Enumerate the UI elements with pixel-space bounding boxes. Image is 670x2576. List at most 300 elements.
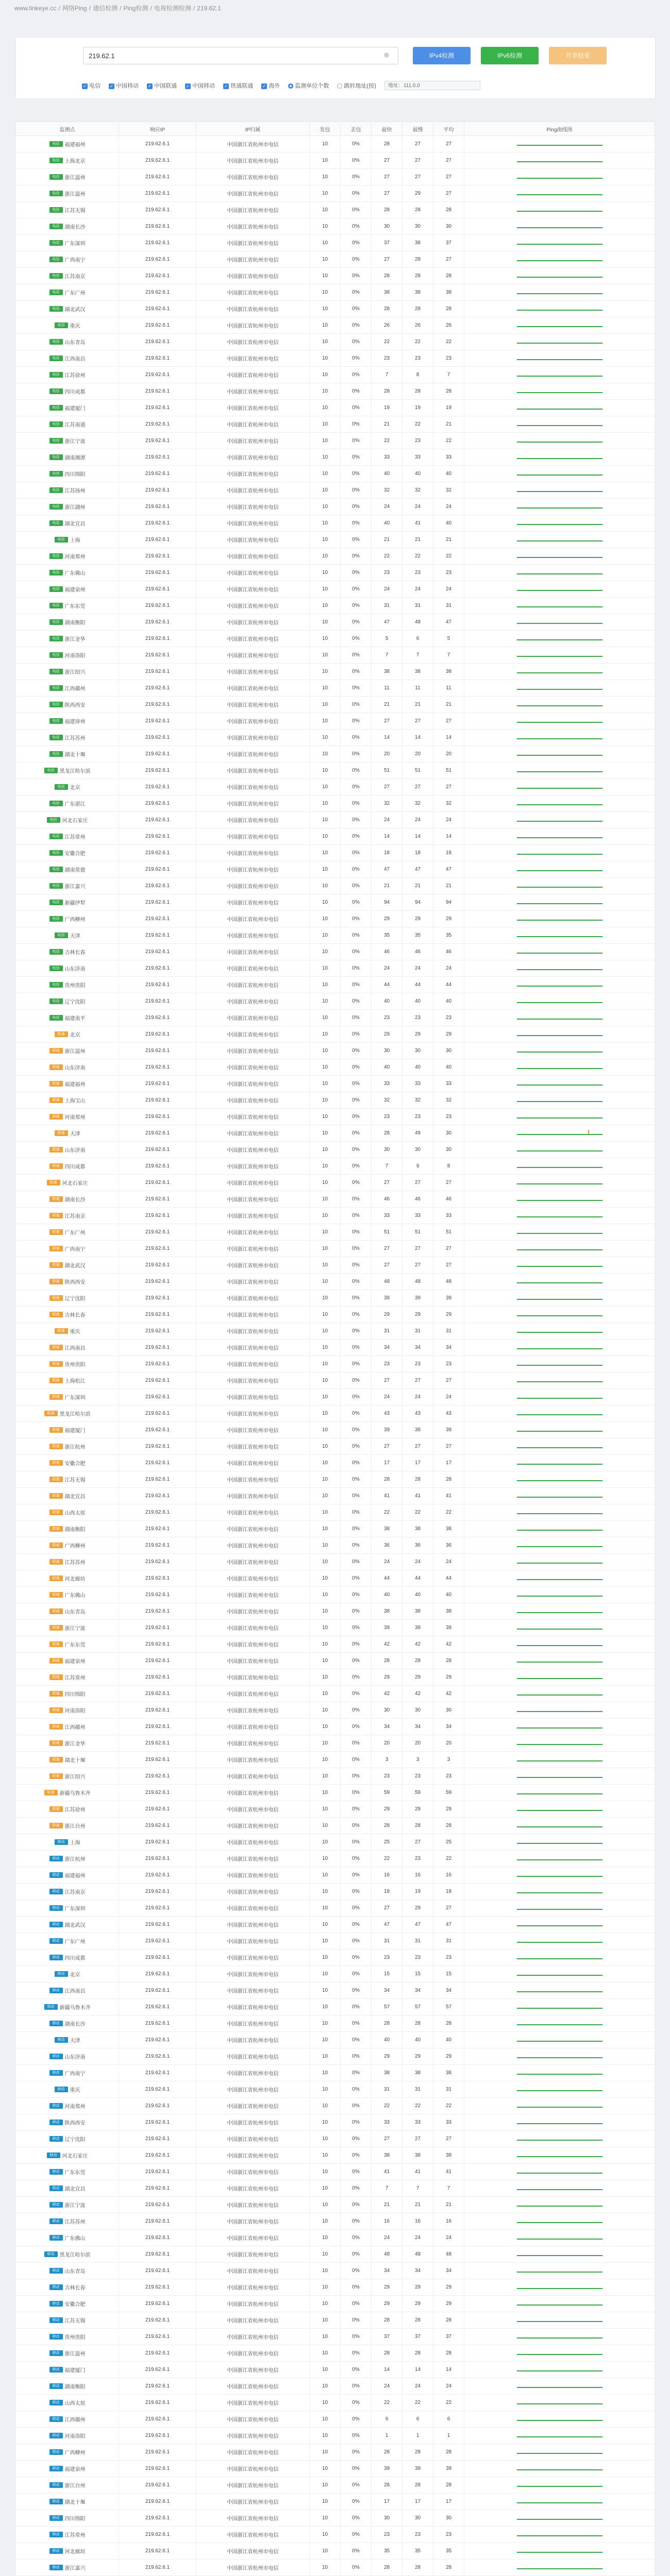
cell-max: 21 xyxy=(403,878,433,894)
cell-avg: 27 xyxy=(433,169,464,185)
cell-chart xyxy=(464,2164,655,2180)
location-name: 山西太原 xyxy=(64,2401,86,2406)
cell-ip[interactable]: 219.62.6.1 xyxy=(119,532,196,548)
location-name: 浙江嘉兴 xyxy=(64,2566,86,2571)
cell-ip[interactable]: 219.62.6.1 xyxy=(119,1620,196,1636)
cell-ip[interactable]: 219.62.6.1 xyxy=(119,1982,196,1999)
ping-sparkline xyxy=(516,1722,604,1732)
cell-ip[interactable]: 219.62.6.1 xyxy=(119,548,196,565)
cell-sent: 10 xyxy=(310,350,341,367)
isp-tag: 移动 xyxy=(49,2235,63,2241)
cell-ip[interactable]: 219.62.6.1 xyxy=(119,2329,196,2345)
cell-min: 23 xyxy=(372,1950,403,1966)
cell-loss: 0% xyxy=(341,1521,372,1537)
isp-tag: 联通 xyxy=(49,1641,63,1647)
cell-sent: 10 xyxy=(310,1653,341,1669)
cell-ip[interactable]: 219.62.6.1 xyxy=(119,1059,196,1076)
cell-ip[interactable]: 219.62.6.1 xyxy=(119,367,196,383)
cell-ip[interactable]: 219.62.6.1 xyxy=(119,1702,196,1719)
ping-sparkline xyxy=(516,1277,604,1287)
cell-location xyxy=(16,2378,119,2395)
cell-ip[interactable]: 219.62.6.1 xyxy=(119,2015,196,2032)
cell-ip[interactable]: 219.62.6.1 xyxy=(119,2494,196,2510)
cell-min: 29 xyxy=(372,2048,403,2065)
cell-ip[interactable]: 219.62.6.1 xyxy=(119,2032,196,2048)
cell-ip[interactable]: 219.62.6.1 xyxy=(119,284,196,301)
isp-tag: 移动 xyxy=(49,2284,63,2290)
cell-ip[interactable]: 219.62.6.1 xyxy=(119,1884,196,1900)
cell-loss: 0% xyxy=(341,2362,372,2378)
cell-ip[interactable]: 219.62.6.1 xyxy=(119,779,196,795)
cell-ip[interactable]: 219.62.6.1 xyxy=(119,1933,196,1950)
cell-min: 38 xyxy=(372,284,403,301)
cell-ip[interactable]: 219.62.6.1 xyxy=(119,2065,196,2081)
multi-button[interactable]: IPv6检测 xyxy=(481,47,539,64)
location-name: 新疆伊犁 xyxy=(64,901,86,906)
cell-ip[interactable]: 219.62.6.1 xyxy=(119,152,196,169)
location-name: 浙江湖州 xyxy=(64,505,86,511)
cell-sent: 10 xyxy=(310,1933,341,1950)
cell-ip[interactable]: 219.62.6.1 xyxy=(119,383,196,400)
cell-ip[interactable]: 219.62.6.1 xyxy=(119,2197,196,2213)
cell-ip[interactable]: 219.62.6.1 xyxy=(119,2230,196,2246)
more-button[interactable]: 共享结果 xyxy=(549,47,607,64)
breadcrumb xyxy=(0,0,670,16)
cell-ip[interactable]: 219.62.6.1 xyxy=(119,1158,196,1175)
location-name: 四川成都 xyxy=(64,1164,86,1170)
cell-ip[interactable]: 219.62.6.1 xyxy=(119,911,196,927)
cell-avg: 33 xyxy=(433,2114,464,2131)
breadcrumb-item[interactable]: 219.62.1 xyxy=(197,5,221,12)
cell-loss: 0% xyxy=(341,795,372,812)
cell-ip[interactable]: 219.62.6.1 xyxy=(119,1208,196,1224)
cell-ip[interactable]: 219.62.6.1 xyxy=(119,1801,196,1818)
cell-ip[interactable]: 219.62.6.1 xyxy=(119,136,196,152)
cell-ip[interactable]: 219.62.6.1 xyxy=(119,2543,196,2560)
cell-location xyxy=(16,1175,119,1191)
cell-ip[interactable]: 219.62.6.1 xyxy=(119,1340,196,1356)
cell-ip[interactable]: 219.62.6.1 xyxy=(119,730,196,746)
cell-ip[interactable]: 219.62.6.1 xyxy=(119,1224,196,1241)
cell-ip[interactable]: 219.62.6.1 xyxy=(119,1504,196,1521)
ping-sparkline xyxy=(516,1326,604,1336)
table-row xyxy=(16,2494,655,2510)
cell-ip[interactable]: 219.62.6.1 xyxy=(119,169,196,185)
cell-ip[interactable]: 219.62.6.1 xyxy=(119,1570,196,1587)
table-row xyxy=(16,350,655,367)
ping-sparkline xyxy=(516,782,604,792)
cell-min: 24 xyxy=(372,1554,403,1570)
cell-ip[interactable]: 219.62.6.1 xyxy=(119,1307,196,1323)
cell-location xyxy=(16,960,119,977)
cell-max: 33 xyxy=(403,2114,433,2131)
cell-location xyxy=(16,334,119,350)
cell-ip[interactable]: 219.62.6.1 xyxy=(119,1405,196,1422)
cell-sent: 10 xyxy=(310,1372,341,1389)
cell-chart xyxy=(464,466,655,482)
cell-ip[interactable]: 219.62.6.1 xyxy=(119,2378,196,2395)
cell-ip[interactable]: 219.62.6.1 xyxy=(119,466,196,482)
cell-min: 40 xyxy=(372,466,403,482)
cell-loss: 0% xyxy=(341,1537,372,1554)
cell-ip[interactable]: 219.62.6.1 xyxy=(119,1455,196,1471)
cell-avg: 34 xyxy=(433,2263,464,2279)
cell-loss: 0% xyxy=(341,317,372,334)
cell-location xyxy=(16,1224,119,1241)
cell-ip[interactable]: 219.62.6.1 xyxy=(119,235,196,251)
cell-chart xyxy=(464,795,655,812)
isp-tag: 电信 xyxy=(49,702,63,707)
cell-loss: 0% xyxy=(341,1307,372,1323)
cell-ip[interactable]: 219.62.6.1 xyxy=(119,1422,196,1438)
cell-ip[interactable]: 219.62.6.1 xyxy=(119,1274,196,1290)
cell-ip[interactable]: 219.62.6.1 xyxy=(119,1241,196,1257)
cell-ip[interactable]: 219.62.6.1 xyxy=(119,993,196,1010)
cell-ip[interactable]: 219.62.6.1 xyxy=(119,1950,196,1966)
cell-chart xyxy=(464,1818,655,1834)
cell-avg: 40 xyxy=(433,993,464,1010)
cell-ip[interactable]: 219.62.6.1 xyxy=(119,416,196,433)
cell-chart xyxy=(464,515,655,532)
cell-ip[interactable]: 219.62.6.1 xyxy=(119,2098,196,2114)
cell-ip[interactable]: 219.62.6.1 xyxy=(119,2395,196,2411)
clear-icon[interactable]: ⊗ xyxy=(383,51,390,59)
cell-avg: 28 xyxy=(433,2560,464,2576)
cell-ip[interactable]: 219.62.6.1 xyxy=(119,1537,196,1554)
cell-max: 29 xyxy=(403,911,433,927)
cell-ip[interactable]: 219.62.6.1 xyxy=(119,1785,196,1801)
cell-avg: 30 xyxy=(433,218,464,235)
cell-location xyxy=(16,1010,119,1026)
cell-ip[interactable]: 219.62.6.1 xyxy=(119,1636,196,1653)
cell-location xyxy=(16,185,119,202)
breadcrumb-item[interactable]: Ping检测 xyxy=(123,5,148,12)
cell-avg: 34 xyxy=(433,1340,464,1356)
cell-ip[interactable]: 219.62.6.1 xyxy=(119,927,196,944)
cell-location xyxy=(16,1982,119,1999)
cell-location xyxy=(16,812,119,828)
cell-ip[interactable]: 219.62.6.1 xyxy=(119,2131,196,2147)
cell-ip[interactable]: 219.62.6.1 xyxy=(119,2461,196,2477)
breadcrumb-item[interactable]: 通信检测 xyxy=(93,5,118,12)
cell-ip[interactable]: 219.62.6.1 xyxy=(119,680,196,697)
cell-ip[interactable]: 219.62.6.1 xyxy=(119,2246,196,2263)
cell-ip[interactable]: 219.62.6.1 xyxy=(119,1966,196,1982)
cell-ip[interactable]: 219.62.6.1 xyxy=(119,960,196,977)
cell-ip[interactable]: 219.62.6.1 xyxy=(119,482,196,499)
breadcrumb-item[interactable]: www.linkeye.cc xyxy=(14,5,57,12)
radio-option[interactable]: 监测单位个数 xyxy=(288,81,329,90)
cell-ip[interactable]: 219.62.6.1 xyxy=(119,1323,196,1340)
cell-ip[interactable]: 219.62.6.1 xyxy=(119,1175,196,1191)
cell-location xyxy=(16,515,119,532)
cell-min: 27 xyxy=(372,1241,403,1257)
cell-chart xyxy=(464,334,655,350)
cell-ip[interactable]: 219.62.6.1 xyxy=(119,1900,196,1917)
cell-ip[interactable]: 219.62.6.1 xyxy=(119,2147,196,2164)
cell-min: 33 xyxy=(372,1208,403,1224)
cell-ip[interactable]: 219.62.6.1 xyxy=(119,762,196,779)
radio-option[interactable]: 跳转地址(按) xyxy=(337,81,376,90)
cell-ip[interactable]: 219.62.6.1 xyxy=(119,1603,196,1620)
cell-ip[interactable]: 219.62.6.1 xyxy=(119,268,196,284)
cell-ip[interactable]: 219.62.6.1 xyxy=(119,1719,196,1735)
cell-ip[interactable]: 219.62.6.1 xyxy=(119,515,196,532)
cell-avg: 27 xyxy=(433,1372,464,1389)
cell-ip[interactable]: 219.62.6.1 xyxy=(119,499,196,515)
ping-sparkline xyxy=(516,2497,604,2507)
cell-ip[interactable]: 219.62.6.1 xyxy=(119,1010,196,1026)
cell-ip[interactable]: 219.62.6.1 xyxy=(119,1768,196,1785)
cell-ip[interactable]: 219.62.6.1 xyxy=(119,581,196,598)
cell-ip[interactable]: 219.62.6.1 xyxy=(119,1356,196,1372)
cell-max: 48 xyxy=(403,1274,433,1290)
cell-loss: 0% xyxy=(341,1801,372,1818)
cell-owner: 中国浙江省杭州市电信 xyxy=(196,2444,310,2461)
ping-sparkline xyxy=(516,2530,604,2540)
ping-sparkline xyxy=(516,716,604,726)
option-checkbox[interactable]: ✓ 铁通联通 xyxy=(224,83,254,89)
cell-owner: 中国浙江省杭州市电信 xyxy=(196,1488,310,1504)
table-row xyxy=(16,1455,655,1471)
cell-ip[interactable]: 219.62.6.1 xyxy=(119,1752,196,1768)
search-input[interactable] xyxy=(83,47,398,64)
cell-loss: 0% xyxy=(341,1917,372,1933)
cell-owner: 中国浙江省杭州市电信 xyxy=(196,301,310,317)
cell-owner: 中国浙江省杭州市电信 xyxy=(196,2032,310,2048)
table-row xyxy=(16,1257,655,1274)
location-name: 河北廊坊 xyxy=(64,1577,86,1582)
table-row xyxy=(16,400,655,416)
cell-ip[interactable]: 219.62.6.1 xyxy=(119,1669,196,1686)
cell-ip[interactable]: 219.62.6.1 xyxy=(119,598,196,614)
cell-ip[interactable]: 219.62.6.1 xyxy=(119,2345,196,2362)
cell-ip[interactable]: 219.62.6.1 xyxy=(119,2444,196,2461)
cell-owner: 中国浙江省杭州市电信 xyxy=(196,1570,310,1587)
cell-ip[interactable]: 219.62.6.1 xyxy=(119,845,196,861)
cell-ip[interactable]: 219.62.6.1 xyxy=(119,449,196,466)
ping-button[interactable]: IPv4检测 xyxy=(413,47,471,64)
cell-ip[interactable]: 219.62.6.1 xyxy=(119,1471,196,1488)
cell-loss: 0% xyxy=(341,2494,372,2510)
table-row xyxy=(16,1719,655,1735)
cell-ip[interactable]: 219.62.6.1 xyxy=(119,1521,196,1537)
cell-ip[interactable]: 219.62.6.1 xyxy=(119,828,196,845)
cell-chart xyxy=(464,894,655,911)
isp-tag: 移动 xyxy=(49,2301,63,2307)
cell-ip[interactable]: 219.62.6.1 xyxy=(119,2411,196,2428)
cell-owner: 中国浙江省杭州市电信 xyxy=(196,1158,310,1175)
cell-ip[interactable]: 219.62.6.1 xyxy=(119,2560,196,2576)
cell-avg: 34 xyxy=(433,1982,464,1999)
option-checkbox[interactable]: ✓ 中国移动 xyxy=(109,83,139,89)
cell-ip[interactable]: 219.62.6.1 xyxy=(119,1686,196,1702)
cell-ip[interactable]: 219.62.6.1 xyxy=(119,2428,196,2444)
cell-loss: 0% xyxy=(341,1109,372,1125)
cell-ip[interactable]: 219.62.6.1 xyxy=(119,1488,196,1504)
isp-tag: 移动 xyxy=(44,2004,58,2010)
cell-ip[interactable]: 219.62.6.1 xyxy=(119,2263,196,2279)
cell-ip[interactable]: 219.62.6.1 xyxy=(119,185,196,202)
cell-ip[interactable]: 219.62.6.1 xyxy=(119,1043,196,1059)
cell-ip[interactable]: 219.62.6.1 xyxy=(119,2081,196,2098)
cell-ip[interactable]: 219.62.6.1 xyxy=(119,433,196,449)
isp-tag: 联通 xyxy=(49,1526,63,1532)
cell-ip[interactable]: 219.62.6.1 xyxy=(119,977,196,993)
cell-ip[interactable]: 219.62.6.1 xyxy=(119,1257,196,1274)
cell-location xyxy=(16,1884,119,1900)
cell-ip[interactable]: 219.62.6.1 xyxy=(119,795,196,812)
cell-ip[interactable]: 219.62.6.1 xyxy=(119,202,196,218)
cell-ip[interactable]: 219.62.6.1 xyxy=(119,1851,196,1867)
cell-ip[interactable]: 219.62.6.1 xyxy=(119,1867,196,1884)
cell-ip[interactable]: 219.62.6.1 xyxy=(119,1834,196,1851)
cell-ip[interactable]: 219.62.6.1 xyxy=(119,878,196,894)
cell-ip[interactable]: 219.62.6.1 xyxy=(119,334,196,350)
cell-ip[interactable]: 219.62.6.1 xyxy=(119,1026,196,1043)
cell-location xyxy=(16,532,119,548)
cell-ip[interactable]: 219.62.6.1 xyxy=(119,1999,196,2015)
cell-ip[interactable]: 219.62.6.1 xyxy=(119,1125,196,1142)
cell-owner: 中国浙江省杭州市电信 xyxy=(196,1142,310,1158)
cell-ip[interactable]: 219.62.6.1 xyxy=(119,1191,196,1208)
cell-ip[interactable]: 219.62.6.1 xyxy=(119,1735,196,1752)
breadcrumb-item[interactable]: 网络Ping xyxy=(62,5,87,12)
cell-ip[interactable]: 219.62.6.1 xyxy=(119,647,196,664)
cell-chart xyxy=(464,1405,655,1422)
cell-ip[interactable]: 219.62.6.1 xyxy=(119,1389,196,1405)
option-checkbox[interactable]: ✓ 海外 xyxy=(262,83,280,89)
cell-ip[interactable]: 219.62.6.1 xyxy=(119,1587,196,1603)
cell-ip[interactable]: 219.62.6.1 xyxy=(119,2213,196,2230)
cell-loss: 0% xyxy=(341,2032,372,2048)
isp-tag: 移动 xyxy=(49,2317,63,2323)
breadcrumb-separator: / xyxy=(150,5,152,12)
cell-ip[interactable]: 219.62.6.1 xyxy=(119,2362,196,2378)
isp-tag: 电信 xyxy=(49,850,63,856)
table-row xyxy=(16,136,655,152)
table-row xyxy=(16,1702,655,1719)
option-checkbox[interactable]: ✓ 中国联通 xyxy=(147,83,177,89)
cell-ip[interactable]: 219.62.6.1 xyxy=(119,251,196,268)
cell-chart xyxy=(464,2477,655,2494)
cell-ip[interactable]: 219.62.6.1 xyxy=(119,2477,196,2494)
cell-owner: 中国浙江省杭州市电信 xyxy=(196,2329,310,2345)
cell-ip[interactable]: 219.62.6.1 xyxy=(119,1818,196,1834)
cell-ip[interactable]: 219.62.6.1 xyxy=(119,2510,196,2527)
cell-ip[interactable]: 219.62.6.1 xyxy=(119,944,196,960)
cell-owner: 中国浙江省杭州市电信 xyxy=(196,136,310,152)
cell-avg: 47 xyxy=(433,1917,464,1933)
cell-ip[interactable]: 219.62.6.1 xyxy=(119,2296,196,2312)
cell-loss: 0% xyxy=(341,2015,372,2032)
cell-min: 40 xyxy=(372,1587,403,1603)
option-checkbox[interactable]: ✓ 中国移动 xyxy=(186,83,215,89)
cell-ip[interactable]: 219.62.6.1 xyxy=(119,2180,196,2197)
cell-ip[interactable]: 219.62.6.1 xyxy=(119,746,196,762)
cell-ip[interactable]: 219.62.6.1 xyxy=(119,1076,196,1092)
cell-sent: 10 xyxy=(310,1191,341,1208)
cell-max: 38 xyxy=(403,2147,433,2164)
cell-ip[interactable]: 219.62.6.1 xyxy=(119,400,196,416)
cell-max: 27 xyxy=(403,779,433,795)
cell-ip[interactable]: 219.62.6.1 xyxy=(119,713,196,730)
cell-ip[interactable]: 219.62.6.1 xyxy=(119,697,196,713)
cell-loss: 0% xyxy=(341,1884,372,1900)
cell-ip[interactable]: 219.62.6.1 xyxy=(119,1438,196,1455)
cell-ip[interactable]: 219.62.6.1 xyxy=(119,2527,196,2543)
cell-ip[interactable]: 219.62.6.1 xyxy=(119,301,196,317)
location-name: 江苏南通 xyxy=(64,422,86,428)
cell-ip[interactable]: 219.62.6.1 xyxy=(119,317,196,334)
location-name: 江苏常州 xyxy=(64,2533,86,2538)
cell-ip[interactable]: 219.62.6.1 xyxy=(119,2312,196,2329)
cell-loss: 0% xyxy=(341,746,372,762)
cell-owner: 中国浙江省杭州市电信 xyxy=(196,1867,310,1884)
cell-ip[interactable]: 219.62.6.1 xyxy=(119,2114,196,2131)
cell-min: 48 xyxy=(372,2246,403,2263)
cell-avg: 7 xyxy=(433,647,464,664)
cell-loss: 0% xyxy=(341,2213,372,2230)
table-row xyxy=(16,383,655,400)
cell-ip[interactable]: 219.62.6.1 xyxy=(119,1554,196,1570)
cell-location xyxy=(16,977,119,993)
ping-sparkline xyxy=(516,617,604,628)
table-row xyxy=(16,861,655,878)
cell-ip[interactable]: 219.62.6.1 xyxy=(119,1917,196,1933)
cell-ip[interactable]: 219.62.6.1 xyxy=(119,1109,196,1125)
cell-ip[interactable]: 219.62.6.1 xyxy=(119,1290,196,1307)
table-row xyxy=(16,960,655,977)
cell-ip[interactable]: 219.62.6.1 xyxy=(119,1092,196,1109)
cell-ip[interactable]: 219.62.6.1 xyxy=(119,565,196,581)
ping-sparkline xyxy=(516,733,604,743)
location-name: 四川绵阳 xyxy=(64,472,86,478)
cell-ip[interactable]: 219.62.6.1 xyxy=(119,1372,196,1389)
option-checkbox[interactable]: ✓ 电信 xyxy=(82,83,100,89)
cell-loss: 0% xyxy=(341,2527,372,2543)
location-name: 江苏扬州 xyxy=(64,488,86,494)
ping-sparkline xyxy=(516,2002,604,2012)
cell-loss: 0% xyxy=(341,334,372,350)
cell-chart xyxy=(464,779,655,795)
cell-ip[interactable]: 219.62.6.1 xyxy=(119,2279,196,2296)
cell-sent: 10 xyxy=(310,499,341,515)
cell-sent: 10 xyxy=(310,845,341,861)
cell-ip[interactable]: 219.62.6.1 xyxy=(119,1653,196,1669)
cell-ip[interactable]: 219.62.6.1 xyxy=(119,2048,196,2065)
cell-avg: 28 xyxy=(433,202,464,218)
cell-owner: 中国浙江省杭州市电信 xyxy=(196,2164,310,2180)
cell-ip[interactable]: 219.62.6.1 xyxy=(119,631,196,647)
cell-ip[interactable]: 219.62.6.1 xyxy=(119,2164,196,2180)
cell-ip[interactable]: 219.62.6.1 xyxy=(119,664,196,680)
cell-loss: 0% xyxy=(341,301,372,317)
cell-location xyxy=(16,1719,119,1735)
cell-ip[interactable]: 219.62.6.1 xyxy=(119,812,196,828)
cell-ip[interactable]: 219.62.6.1 xyxy=(119,614,196,631)
dns-field[interactable]: 地址：111.0.0 xyxy=(384,81,480,90)
ping-sparkline xyxy=(516,1359,604,1369)
breadcrumb-item[interactable]: 电视检测检测 xyxy=(154,5,191,12)
cell-ip[interactable]: 219.62.6.1 xyxy=(119,218,196,235)
cell-ip[interactable]: 219.62.6.1 xyxy=(119,350,196,367)
cell-ip[interactable]: 219.62.6.1 xyxy=(119,1142,196,1158)
cell-loss: 0% xyxy=(341,664,372,680)
cell-ip[interactable]: 219.62.6.1 xyxy=(119,894,196,911)
isp-tag: 联通 xyxy=(49,1064,63,1070)
cell-ip[interactable]: 219.62.6.1 xyxy=(119,861,196,878)
